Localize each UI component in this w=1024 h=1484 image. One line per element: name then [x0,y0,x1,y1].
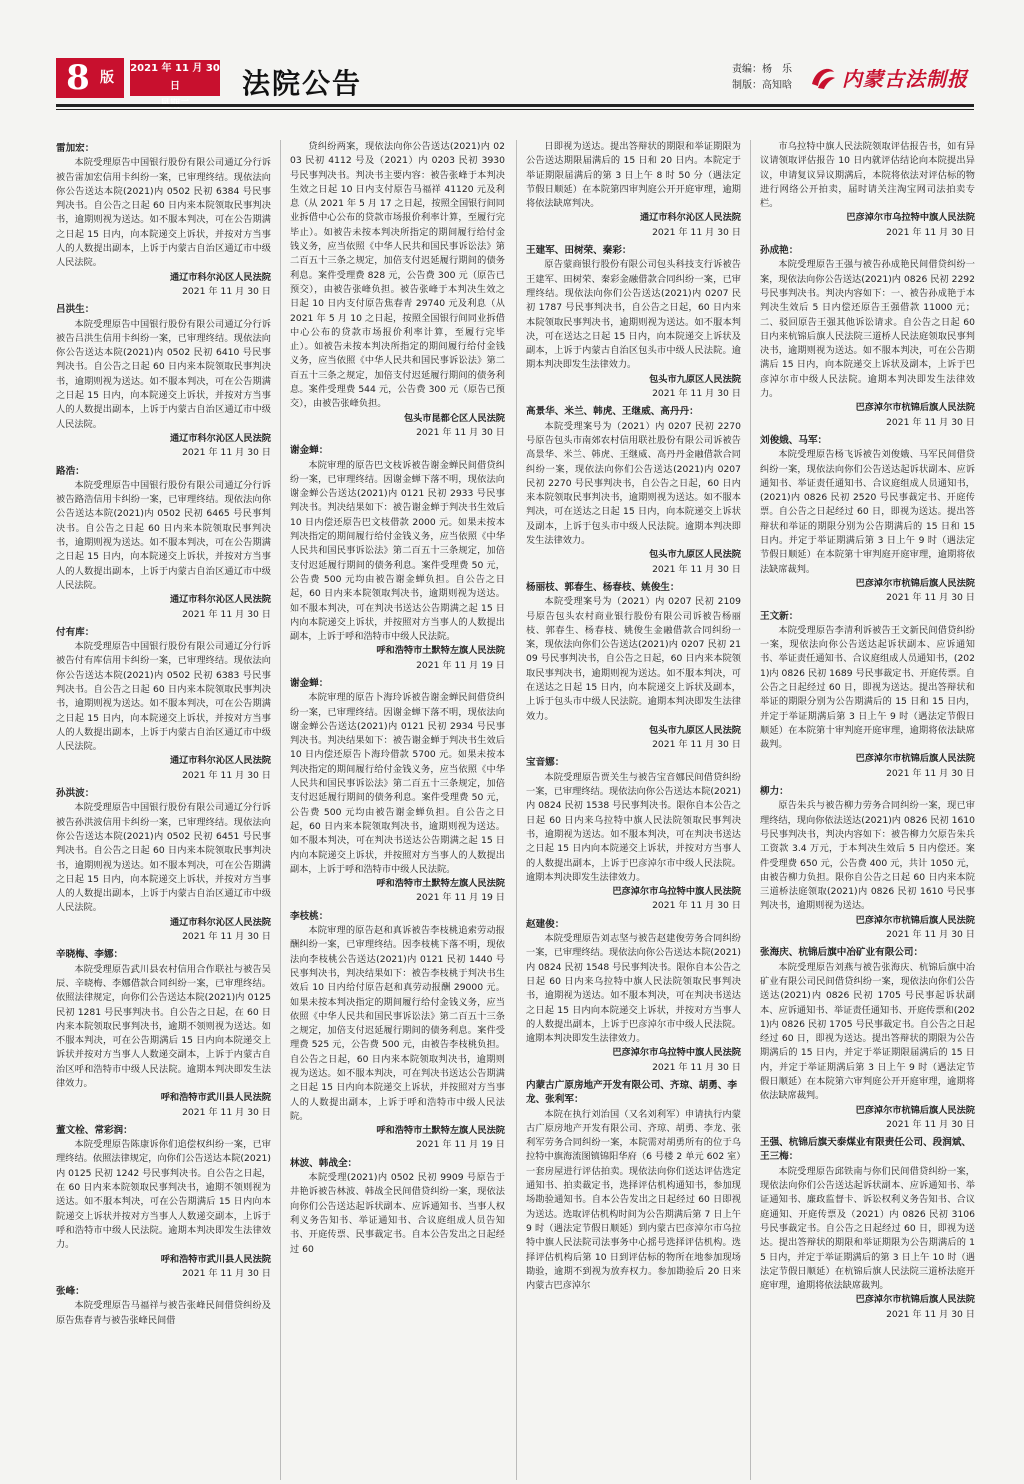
court-notice [526,756,741,913]
court-notice [56,787,271,944]
notice-title: 辛晓梅、李娜： [56,949,124,961]
notice-title: 孙成艳： [760,245,799,257]
notice-court: 巴彦淖尔市杭锦后旗人民法院 [855,1294,975,1306]
logo-swirl-icon [808,62,838,92]
notice-court: 通辽市科尔沁区人民法院 [169,755,271,767]
notice-date: 2021 年 11 月 30 日 [652,900,741,912]
notice-title: 吕洪生： [56,304,95,316]
notice-body: 本院受理(2021)内 0502 民初 9909 号原告于井艳诉被告林波、韩战全民间借贷纠纷一案，现依法向你们公告送达起诉状副本、应诉通知书、当事人权利义务告知书、举证通知书、合议庭组成人员告知书、开庭传票、民事裁定书。自本公告发出之日起经过 60 [290,1172,505,1255]
notice-date: 2021 年 11 月 19 日 [416,892,505,904]
notice-title: 林波、韩战全： [290,1157,358,1169]
column-divider [516,140,517,1480]
notice-court: 巴彦淖尔市杭锦后旗人民法院 [855,753,975,765]
notice-date: 2021 年 11 月 30 日 [182,769,271,781]
notice-body: 本院受理原告李清利诉被告王文新民间借贷纠纷一案，现依法向你公告送达起诉状副本、应诉通知书、举证责任通知书、合议庭组成人员通知书，(2021)内 0826 民初 1689 号民事裁定书、开庭传票。自公告之日起经过 60 日，即视为送达。提出答辩状和举证的期限分别为公告期满后的 15 日和 15 日内，并定于举证期满后第 3 日上午 9 时（遇法定节假日顺延）在本院第十审判庭开庭审理，逾期将依法缺席裁判。 [760,624,975,751]
court-notice [526,140,741,240]
notice-court: 巴彦淖尔市杭锦后旗人民法院 [855,577,975,589]
notice-court: 通辽市科尔沁区人民法院 [169,916,271,928]
notice-court: 巴彦淖尔市杭锦后旗人民法院 [855,914,975,926]
notice-title: 张海庆、杭锦后旗中冶矿业有限公司： [760,947,924,959]
notice-date: 2021 年 11 月 30 日 [886,416,975,428]
court-notice [526,405,741,577]
notice-title: 雷加宏： [56,143,95,154]
notice-body: 本院受理原告刘燕与被告张海庆、杭锦后旗中冶矿业有限公司民间借贷纠纷一案，现依法向你们公告送达(2021)内 0826 民初 1705 号民事起诉状副本、应诉通知书、举证责任通知书、开庭传票和(2021)内 0826 民初 1705 号民事裁定书。自公告之日起经过 60 日，即视为送达。提出答辩状的期限为公告期满后的 15 日内，并定于举证期限届满后的 15 日内，并定于举证期满后第 3 日上午 9 时（遇法定节假日顺延）在本院第六审判庭公开开庭审理，逾期将依法缺席裁判。 [760,961,975,1102]
notice-date: 2021 年 11 月 30 日 [182,1106,271,1118]
court-notice [56,465,271,622]
notice-date: 2021 年 11 月 30 日 [182,1267,271,1279]
editor-credits [732,62,792,94]
notice-title: 孙洪波： [56,788,95,800]
notice-court: 呼和浩特市武川县人民法院 [160,1092,271,1104]
notice-title: 赵建俊： [526,918,565,930]
notice-court: 呼和浩特市武川县人民法院 [160,1253,271,1265]
notice-body: 本院受理原告中国银行股份有限公司通辽分行诉被告吕洪生信用卡纠纷一案，已审理终结。现依法向你公告送达本院(2021)内 0502 民初 6410 号民事判决书。自公告之日起 60 日内来本院领取民事判决书，逾期则视为送达。如不服本判决，可在公告期满之日起 15 日内，向本院递交上诉状，并按对方当事人的人数提出副本，上诉于内蒙古自治区通辽市中级人民法院。 [56,318,271,430]
court-notice [526,581,741,753]
notice-body: 本院受理原告王强与被告孙成艳民间借贷纠纷一案，现依法向你公告送达(2021)内 0826 民初 2292 号民事判决书。判决内容如下：一、被告孙成艳于本判决生效后 5 日内偿还原告王强借款 11000 元；二、驳回原告王强其他诉讼请求。自公告之日起 60 日内来杭锦后旗人民法院三道桥人民法庭领取民事判决书，逾期则视为送达。如不服本判决，可在公告期满后 15 日内，向本院递交上诉状及副本，上诉于巴彦淖尔市中级人民法院。逾期本判决即发生法律效力。 [760,259,975,400]
notice-body: 本院受理原告杨飞诉被告刘俊娥、马军民间借贷纠纷一案，现依法向你们公告送达起诉状副本、应诉通知书、举证责任通知书、合议庭组成人员通知书，(2021)内 0826 民初 2520 号民事裁定书、开庭传票。自公告之日起经过 60 日，即视为送达。提出答辩状和举证的期限分别为公告期满后的 15 日和 15 日内。并定于举证期满后第 3 日上午 9 时（遇法定节假日顺延）在本院第十审判庭开庭审理，逾期将依法缺席裁判。 [760,449,975,575]
notice-body: 本院受理案号为（2021）内 0207 民初 2109 号原告包头农村商业银行股份有限公司诉被告杨丽枝、郭春生、杨春枝、姚俊生金融借款合同纠纷一案，现依法向你们公告送达(2021)内 0207 民初 2109 号民事判决书，自公告之日起，60 日内来本院领取民事判决书，逾期则视为送达。如不服本判决，可在送达之日起 15 日内，向本院递交上诉状及副本，上诉于包头市中级人民法院。逾期本判决即发生法律效力。 [526,596,741,722]
issue-date: 2021 年 11 月 30 日 [130,63,220,92]
notice-title: 王文新： [760,610,799,622]
notice-title: 谢金蝉： [290,677,329,689]
notice-date: 2021 年 11 月 30 日 [182,931,271,943]
notice-body: 本院受理原告武川县农村信用合作联社与被告吴辰、辛晓梅、李娜借款合同纠纷一案，已审理终结。依照法律规定，向你们公告送达本院(2021)内 0125 民初 1281 号民事判决书。自公告之日起，在 60 日内来本院领取民事判决书，逾期不领则视为送达。如不服本判决，可在公告期满后 15 日内向本院递交上诉状并按对方当事人人数递交副本，上诉于内蒙古自治区呼和浩特市中级人民法院。逾期本判决即发生法律效力。 [56,963,271,1089]
court-notice [290,140,505,440]
notice-title: 杨丽枝、郭春生、杨春枝、姚俊生： [526,581,680,593]
notice-court: 巴彦淖尔市乌拉特中旗人民法院 [612,1047,741,1059]
notice-body: 本院受理原告中国银行股份有限公司通辽分行诉被告孙洪波信用卡纠纷一案，已审理终结。现依法向你公告送达本院(2021)内 0502 民初 6451 号民事判决书。自公告之日起 60 日内来本院领取民事判决书，逾期则视为送达。如不服本判决，可在公告期满之日起 15 日内，向本院递交上诉状，并按对方当事人的人数提出副本，上诉于内蒙古自治区通辽市中级人民法院。 [56,802,271,914]
court-notice [56,1285,271,1328]
page-number-badge [56,58,124,98]
notice-title: 路浩： [56,465,85,477]
notice-body: 本院受理原告贾关生与被告宝音娜民间借贷纠纷一案，已审理终结。现依法向你公告送达本院(2021)内 0824 民初 1538 号民事判决书。限你自本公告之日起 60 日内来乌拉特中旗人民法院领取民事判决书，逾期视为送达。如不服本判决，可在判决书送达之日起 15 日内向本院递交上诉状，并按对方当事人的人数提出副本，上诉于巴彦淖尔市中级人民法院。逾期本判决即发生法律效力。 [526,771,741,883]
logo-text: 内蒙古法制报 [842,66,968,91]
notice-title: 张峰： [56,1286,85,1298]
court-notice [290,910,505,1153]
court-notice [56,303,271,460]
court-notice [760,610,975,782]
notice-court: 包头市九原区人民法院 [649,724,741,736]
notice-date: 2021 年 11 月 30 日 [886,1118,975,1130]
notice-court: 包头市九原区人民法院 [649,373,741,385]
notice-body: 市乌拉特中旗人民法院领取评估报告书，如有异议请领取评估报告 10 日内就评估结论向本院提出异议，申请复议异议期满后，本院将依法对评估标的物进行网络公开拍卖，届时请关注淘宝网司法拍卖专栏。 [760,141,975,210]
notice-court: 呼和浩特市土默特左旗人民法院 [376,878,505,890]
notice-date: 2021 年 11 月 30 日 [182,285,271,297]
notice-date: 2021 年 11 月 30 日 [182,447,271,459]
court-notice [760,946,975,1132]
notice-title: 王建军、田树荣、秦彩： [526,245,632,257]
notice-body: 本院受理原告邱铁南与你们民间借贷纠纷一案，现依法向你们公告送达起诉状副本、应诉通知书、举证通知书、廉政监督卡、诉讼权利义务告知书、合议庭通知、开庭传票及（2021）内 0826 民初 3106 号民事裁定书。自公告之日起经过 60 日，即视为送达。提出答辩状的期限和举证期限为公告期满后的 15 日内，并定于举证期满后的第 3 日上午 10 时（遇法定节假日顺延）在杭锦后旗人民法院三道桥法庭开庭审理，逾期将依法缺席裁判。 [760,1165,975,1292]
notice-body: 日即视为送达。提出答辩状的期限和举证期限为公告送达期限届满后的 15 日和 20 日内。本院定于举证期限届满后的第 3 日上午 8 时 50 分（遇法定节假日顺延）在本院第四审判庭公开开庭审理，逾期将依法缺席判决。 [526,141,741,210]
notice-date: 2021 年 11 月 30 日 [182,608,271,620]
court-notice [760,1136,975,1322]
newspaper-logo [808,60,976,94]
court-notice [56,948,271,1120]
notice-court: 包头市九原区人民法院 [649,549,741,561]
notice-date: 2021 年 11 月 30 日 [886,1308,975,1320]
notice-date: 2021 年 11 月 30 日 [886,767,975,779]
notice-body: 本院受理原告中国银行股份有限公司通辽分行诉被告雷加宏信用卡纠纷一案，已审理终结。现依法向你公告送达本院(2021)内 0502 民初 6384 号民事判决书。自公告之日起 60 日内来本院领取民事判决书，逾期则视为送达。如不服本判决，可在公告期满之日起 15 日内，向本院递交上诉状，并按对方当事人的人数提出副本，上诉于内蒙古自治区通辽市中级人民法院。 [56,157,271,269]
notice-date: 2021 年 11 月 30 日 [652,1061,741,1073]
header-rule-thin [56,109,974,110]
notice-court: 通辽市科尔沁区人民法院 [169,271,271,283]
designer-name: 制版：高知晗 [732,80,792,91]
notice-court: 巴彦淖尔市杭锦后旗人民法院 [855,1104,975,1116]
notice-court: 巴彦淖尔市乌拉特中旗人民法院 [846,212,975,224]
notice-title: 高景华、米兰、韩虎、王继威、高丹丹： [526,406,699,418]
notice-title: 董文栓、常彩润： [56,1124,133,1136]
court-notice [56,626,271,783]
notice-body: 本院受理原告中国银行股份有限公司通辽分行诉被告路浩信用卡纠纷一案，已审理终结。现依法向你公告送达本院(2021)内 0502 民初 6465 号民事判决书。自公告之日起 60 日内来本院领取民事判决书，逾期则视为送达。如不服本判决，可在公告期满之日起 15 日内，向本院递交上诉状，并按对方当事人的人数提出副本，上诉于内蒙古自治区通辽市中级人民法院。 [56,479,271,591]
notice-title: 李枝桃： [290,910,329,922]
notice-court: 通辽市科尔沁区人民法院 [639,212,741,224]
column-divider [750,140,751,1480]
notice-date: 2021 年 11 月 30 日 [652,563,741,575]
notice-body: 本院审理的原告卜海玲诉被告谢金蝉民间借贷纠纷一案，已审理终结。因谢金蝉下落不明，现依法向谢金蝉公告送达(2021)内 0121 民初 2934 号民事判决书。判决结果如下：被告谢金蝉于判决书生效后 10 日内偿还原告卜海玲借款 5700 元。如果未按本判决指定的期间履行给付金钱义务，应当依照《中华人民共和国民事诉讼法》第二百五十三条规定，加倍支付迟延履行期间的债务利息。案件受理费 50 元，公告费 500 元均由被告谢金蝉负担。自公告之日起，60 日内来本院领取判决书，逾期则视为送达。如不服本判决，可在判决书送达公告期满之起 15 日内向本院递交上诉状，并按照对方当事人的人数提出副本，上诉于呼和浩特市中级人民法院。 [290,692,505,875]
notice-column-4 [760,140,975,1480]
court-notice [760,140,975,240]
notice-body: 本院审理的原告赵和真诉被告李枝桃追索劳动报酬纠纷一案，已审理终结。因李枝桃下落不明，现依法向李枝桃公告送达(2021)内 0121 民初 1440 号民事判决书，判决结果如下：被告李枝桃于判决书生效后 10 日内给付原告赵和真劳动报酬 29000 元。如果未按本判决指定的期间履行给付金钱义务，应当依照《中华人民共和国民事诉讼法》第二百五十三条之规定，加倍支付迟延履行期间的债务利息。案件受理费 525 元，公告费 500 元，由被告李枝桃负担。自公告之日起，60 日内来本院领取判决书，逾期则视为送达。如不服本判决，可在判决书送达公告期满之日起 15 日内向本院递交上诉状，并按照对方当事人的人数提出副本，上诉于呼和浩特市中级人民法院。 [290,925,505,1122]
page-label: 版 [100,70,114,86]
notice-court: 巴彦淖尔市乌拉特中旗人民法院 [612,886,741,898]
notice-date: 2021 年 11 月 30 日 [886,592,975,604]
header-rule [56,104,974,107]
notice-date: 2021 年 11 月 30 日 [886,226,975,238]
notice-body: 本院审理的原告巴文枝诉被告谢金蝉民间借贷纠纷一案，已审理终结。因谢金蝉下落不明，现依法向谢金蝉公告送达(2021)内 0121 民初 2933 号民事判决书。判决结果如下：被告谢金蝉于判决书生效后 10 日内偿还原告巴文枝借款 2000 元。如果未按本判决指定的期间履行给付金钱义务，应当依照《中华人民共和国民事诉讼法》第二百五十三条规定，加倍支付迟延履行期间的债务利息。案件受理费 50 元，公告费 500 元均由被告谢金蝉负担。自公告之日起，60 日内来本院领取判决书，逾期则视为送达。如不服本判决，可在判决书送达公告期满之起 15 日内向本院递交上诉状，并按照对方当事人的人数提出副本，上诉于呼和浩特市中级人民法院。 [290,459,505,643]
notice-court: 通辽市科尔沁区人民法院 [169,594,271,606]
notice-body: 本院受理原告刘志坚与被告赵建俊劳务合同纠纷一案，已审理终结。现依法向你公告送达本院(2021)内 0824 民初 1548 号民事判决书。限你自本公告之日起 60 日内来乌拉特中旗人民法院领取民事判决书，逾期视为送达。如不服本判决，可在判决书送达之日起 15 日内向本院递交上诉状，并按对方当事人的人数提出副本，上诉于巴彦淖尔市中级人民法院。逾期本判决即发生法律效力。 [526,933,741,1045]
court-notice [760,434,975,606]
court-notice [760,244,975,430]
notice-body: 贷纠纷两案，现依法向你公告送达(2021)内 0203 民初 4112 号及（2021）内 0203 民初 3930 号民事判决书。判决书主要内容：被告张峰于本判决生效之日起 10 日内支付原告马福祥 41120 元及利息（从 2021 年 5 月 17 之日起，按照全国银行间同业拆借中心公布的贷款市场报价利率计算，至履行完毕止）。如被告未按本判决所指定的期间履行给付金钱义务，应当依照《中华人民共和国民事诉讼法》第二百五十三条之规定，加倍支付迟延履行期间的债务利息。案件受理费 828 元，公告费 300 元（原告已预交），由被告张峰负担。被告张峰于本判决生效之日起 10 日内支付原告焦春青 29740 元及利息（从 2021 年 5 月 10 之日起，按照全国银行间同业拆借中心公布的贷款市场报价利率计算，至履行完毕止）。如被告未按本判决所指定的期间履行给付金钱义务，应当依照《中华人民共和国民事诉讼法》第二百五十三条之规定，加倍支付迟延履行期间的债务利息。案件受理费 544 元，公告费 300 元（原告已预交），由被告张峰负担。 [290,141,505,410]
notice-title: 柳力： [760,786,789,798]
notice-body: 本院受理原告陈康诉你们追偿权纠纷一案，已审理终结。依照法律规定，向你们公告送达本院(2021)内 0125 民初 1242 号民事判决书。自公告之日起，在 60 日内来本院领取民事判决书，逾期不领则视为送达。如不服本判决，可在公告期满后 15 日内向本院递交上诉状并按对方当事人人数递交副本，上诉于呼和浩特市中级人民法院。逾期本判决即发生法律效力。 [56,1139,271,1251]
notice-body: 原告朱兵与被告柳力劳务合同纠纷一案，现已审理终结，现向你依法送达(2021)内 0826 民初 1610 号民事判决书，判决内容如下：被告柳力欠原告朱兵工资款 3.4 万元，于本判决生效后 5 日内偿还。案件受理费 650 元，公告费 400 元，共计 1050 元，由被告柳力负担。限你自公告之日起 60 日内来本院三道桥法庭领取(2021)内 0826 民初 1610 号民事判决书，逾期则视为送达。 [760,800,975,912]
notice-body: 本院受理原告中国银行股份有限公司通辽分行诉被告付有库信用卡纠纷一案，已审理终结。现依法向你公告送达本院(2021)内 0502 民初 6383 号民事判决书。自公告之日起 60 日内来本院领取民事判决书，逾期则视为送达。如不服本判决，可在公告期满之日起 15 日内，向本院递交上诉状，并按对方当事人的人数提出副本，上诉于内蒙古自治区通辽市中级人民法院。 [56,641,271,753]
notice-date: 2021 年 11 月 19 日 [416,1139,505,1151]
court-notice [290,444,505,673]
section-title: 法院公告 [242,67,363,100]
notice-date: 2021 年 11 月 30 日 [652,388,741,400]
notice-title: 谢金蝉： [290,445,329,457]
notice-title: 宝音娜： [526,757,565,769]
court-notice [526,1079,741,1293]
court-notice [56,142,271,299]
notice-body: 本院受理原告马福祥与被告张峰民间借贷纠纷及原告焦春青与被告张峰民间借 [56,1300,271,1326]
notice-title: 王强、杭锦后旗天泰煤业有限责任公司、段润斌、王三梅： [760,1137,972,1163]
notice-court: 通辽市科尔沁区人民法院 [169,432,271,444]
notice-body: 原告蒙商银行股份有限公司包头科技支行诉被告王建军、田树荣、秦彩金融借款合同纠纷一案，已审理终结。现依法向你们公告送达(2021)内 0207 民初 1787 号民事判决书，自公告之日起，60 日内来本院领取民事判决书，逾期则视为送达。如不服本判决，可在送达之日起 15 日内，向本院递交上诉状及副本，上诉于内蒙古自治区包头市中级人民法院。逾期本判决即发生法律效力。 [526,259,741,371]
date-block [130,60,220,96]
notice-date: 2021 年 11 月 30 日 [416,426,505,438]
notice-column-1 [56,140,271,1480]
court-notice [526,918,741,1075]
notice-title: 付有库： [56,626,95,638]
court-notice [290,677,505,906]
notice-title: 内蒙古广原房地产开发有限公司、齐琼、胡勇、李龙、张利军： [526,1080,738,1106]
notice-date: 2021 年 11 月 30 日 [652,739,741,751]
notice-column-3 [526,140,741,1480]
page-number: 8 [66,58,90,98]
court-notice [760,785,975,942]
court-notice [56,1124,271,1281]
notice-title: 刘俊娥、马军： [760,434,828,446]
notice-date: 2021 年 11 月 19 日 [416,659,505,671]
notice-court: 呼和浩特市土默特左旗人民法院 [376,645,505,657]
court-notice [526,244,741,401]
notice-court: 呼和浩特市土默特左旗人民法院 [376,1125,505,1137]
notice-date: 2021 年 11 月 30 日 [886,929,975,941]
notice-body: 本院受理案号为（2021）内 0207 民初 2270 号原告包头市南郊农村信用联社股份有限公司诉被告高景华、米兰、韩虎、王继威、高丹丹金融借款合同纠纷一案，现依法向你们公告送达(2021)内 0207 民初 2270 号民事判决书，自公告之日起，60 日内来本院领取民事判决书，逾期则视为送达。如不服本判决，可在送达之日起 15 日内，向本院递交上诉状及副本，上诉于包头市中级人民法院。逾期本判决即发生法律效力。 [526,420,741,547]
editor-name: 责编：杨 乐 [732,64,792,75]
notice-column-2 [290,140,505,1480]
column-divider [280,140,281,1480]
notice-date: 2021 年 11 月 30 日 [652,226,741,238]
page-header [56,58,974,102]
notice-body: 本院在执行刘治国（又名刘利军）申请执行内蒙古广原房地产开发有限公司、齐琼、胡勇、李龙、张利军劳务合同纠纷一案，本院需对胡勇所有的位于乌拉特中旗海流图镇锦阳华府（6 号楼 2 单元 602 室）一套房屋进行评估拍卖。现依法向你们送达评估选定通知书、拍卖裁定书，选择评估机构通知书，参加现场勘验通知书。自本公告发出之日起经过 60 日即视为送达。选取评估机构时间为公告期满后第 7 日上午 9 时（遇法定节假日顺延）到内蒙古巴彦淖尔市乌拉特中旗人民法院司法事务中心摇号选择评估机构。选择评估机构后第 10 日到评估标的物所在地参加现场勘验，逾期不到视为放弃权力。参加勘验后 20 日来内蒙古巴彦淖尔 [526,1108,741,1292]
court-notice [290,1157,505,1257]
notice-court: 巴彦淖尔市杭锦后旗人民法院 [855,402,975,414]
notice-court: 包头市昆都仑区人民法院 [403,412,505,424]
